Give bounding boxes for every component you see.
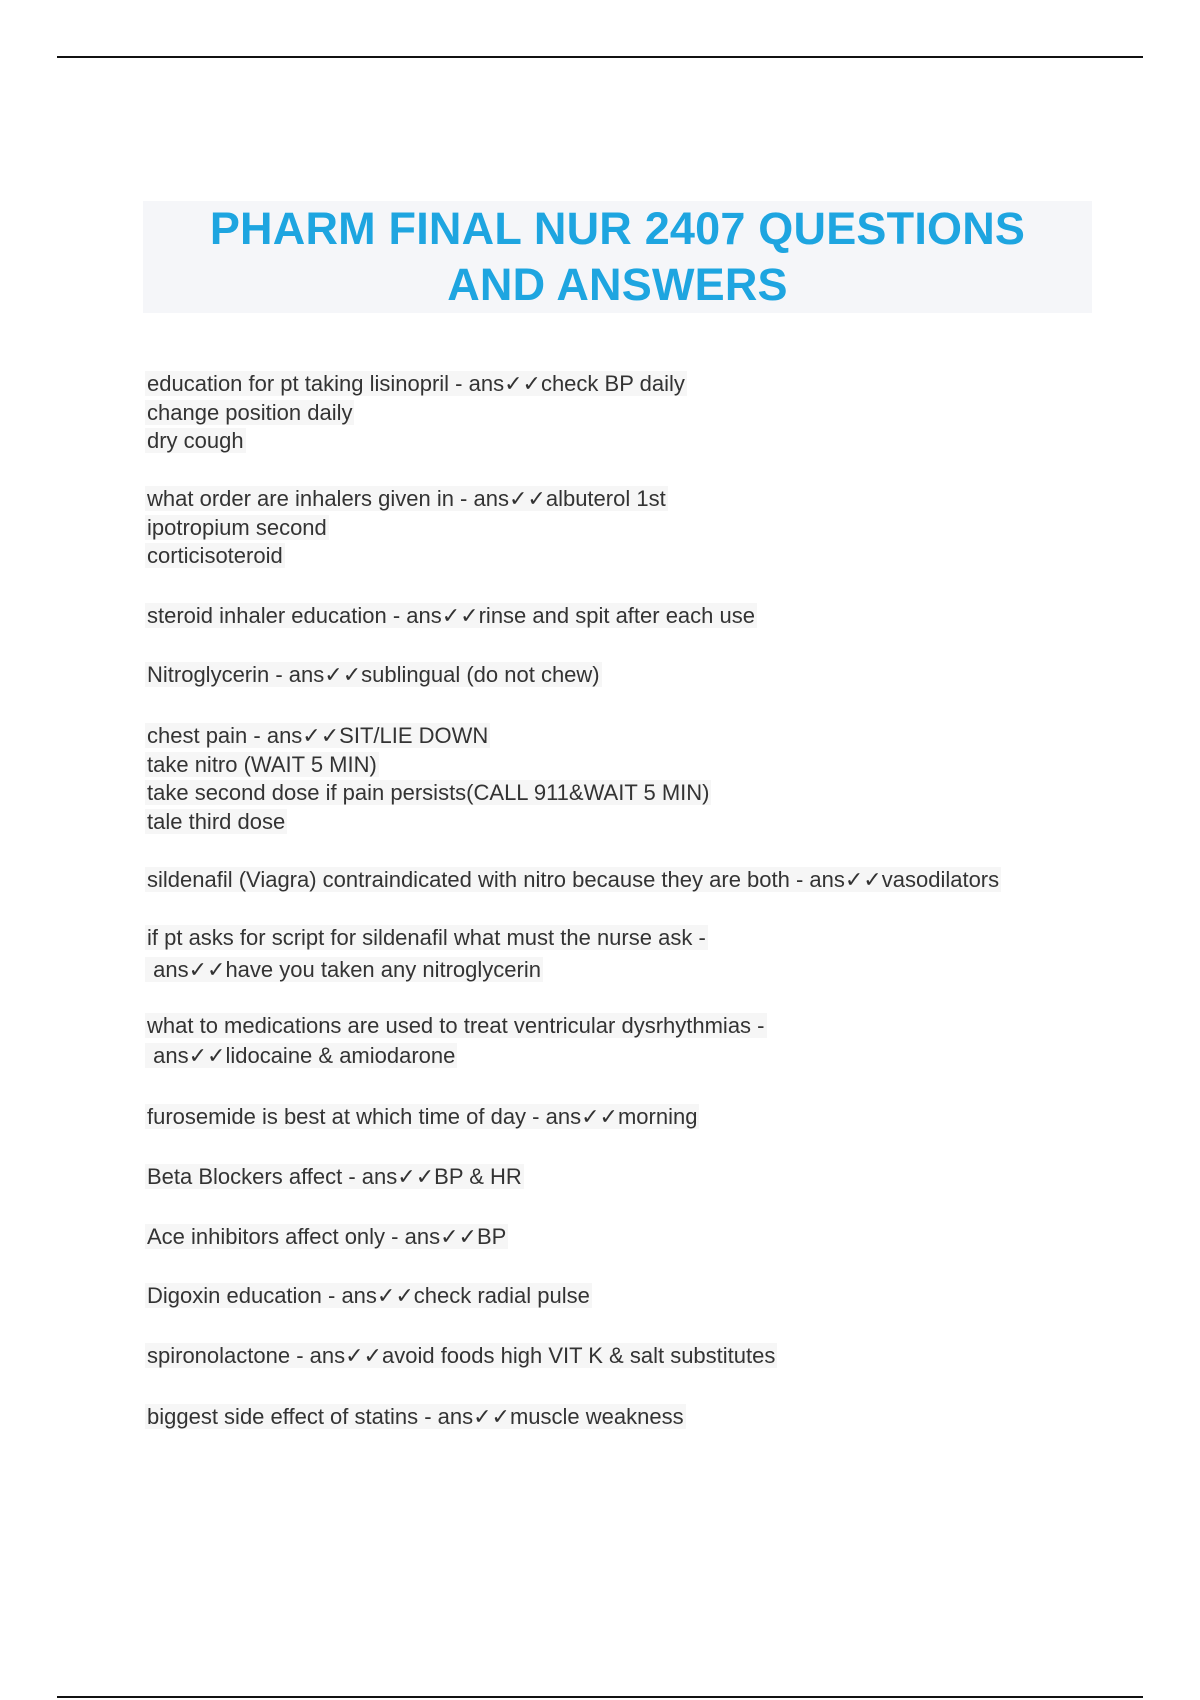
- qa-item-lisinopril: [145, 370, 687, 456]
- qa-line: steroid inhaler education - ans✓✓rinse and spit after each use: [147, 603, 755, 628]
- qa-line: Digoxin education - ans✓✓check radial pulse: [147, 1283, 590, 1308]
- qa-line: furosemide is best at which time of day - ans✓✓morning: [147, 1104, 698, 1129]
- qa-line: tale third dose: [147, 808, 286, 834]
- qa-line: take nitro (WAIT 5 MIN): [147, 751, 377, 777]
- qa-item-steroid-inhaler: [145, 602, 757, 631]
- qa-line: spironolactone - ans✓✓avoid foods high VIT K & salt substitutes: [147, 1343, 776, 1368]
- qa-line: Ace inhibitors affect only - ans✓✓BP: [147, 1224, 507, 1249]
- qa-line: corticisoteroid: [147, 543, 283, 568]
- title-line-1: PHARM FINAL NUR 2407 QUESTIONS: [209, 203, 1026, 254]
- document-title: [210, 201, 1025, 313]
- qa-line: take second dose if pain persists(CALL 911&WAIT 5 MIN): [147, 780, 710, 805]
- qa-line: change position daily: [147, 399, 353, 425]
- qa-line: Beta Blockers affect - ans✓✓BP & HR: [147, 1164, 522, 1189]
- qa-item-sildenafil-script: [145, 922, 708, 986]
- qa-item-dysrhythmias: [145, 1011, 767, 1071]
- qa-line: ipotropium second: [147, 514, 327, 540]
- qa-item-chest-pain: [145, 722, 711, 836]
- qa-line: biggest side effect of statins - ans✓✓muscle weakness: [147, 1404, 684, 1429]
- qa-line: if pt asks for script for sildenafil what must the nurse ask -: [147, 925, 706, 950]
- bottom-rule: [57, 1696, 1143, 1698]
- qa-line: ans✓✓lidocaine & amiodarone: [147, 1043, 456, 1068]
- qa-item-ace-inhibitors: [145, 1223, 508, 1252]
- qa-item-nitroglycerin: [145, 661, 602, 690]
- qa-line: education for pt taking lisinopril - ans✓✓check BP daily: [147, 371, 685, 396]
- qa-line: Nitroglycerin - ans✓✓sublingual (do not chew): [147, 662, 600, 687]
- qa-item-furosemide: [145, 1103, 699, 1132]
- top-rule: [57, 56, 1143, 58]
- title-line-2: AND ANSWERS: [447, 259, 788, 310]
- qa-line: sildenafil (Viagra) contraindicated with nitro because they are both - ans✓✓vasodilators: [147, 867, 1000, 892]
- qa-line: what to medications are used to treat ventricular dysrhythmias -: [147, 1013, 765, 1038]
- qa-item-digoxin: [145, 1282, 592, 1311]
- qa-item-inhaler-order: [145, 485, 668, 571]
- qa-line: what order are inhalers given in - ans✓✓albuterol 1st: [147, 486, 666, 511]
- title-banner: [143, 201, 1092, 313]
- qa-line: dry cough: [147, 428, 244, 453]
- qa-item-beta-blockers: [145, 1163, 524, 1192]
- qa-item-statins: [145, 1403, 686, 1432]
- qa-line: ans✓✓have you taken any nitroglycerin: [147, 957, 541, 982]
- qa-item-sildenafil-nitro: [145, 866, 1001, 895]
- qa-item-spironolactone: [145, 1342, 777, 1371]
- qa-line: chest pain - ans✓✓SIT/LIE DOWN: [147, 723, 489, 748]
